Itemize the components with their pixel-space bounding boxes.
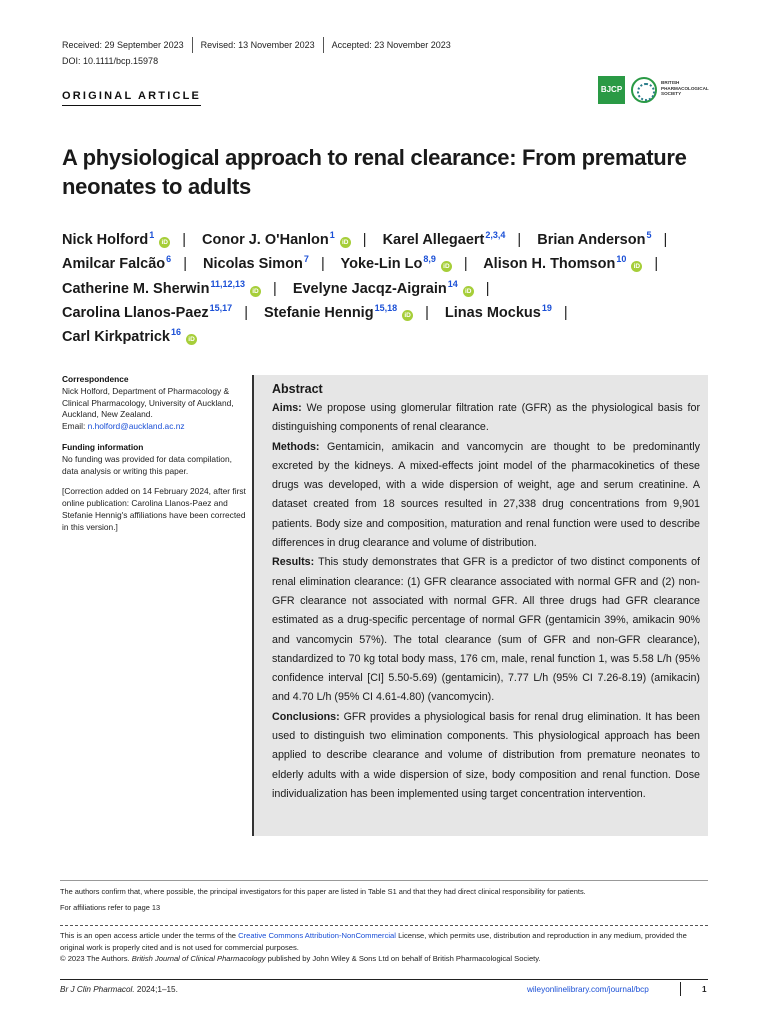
license-block bbox=[60, 930, 708, 965]
journal-abbrev: Br J Clin Pharmacol. bbox=[60, 985, 135, 994]
author-name[interactable]: Carl Kirkpatrick bbox=[62, 329, 170, 346]
correction-note: [Correction added on 14 February 2024, after first online publication: Carolina Llanos-Paez and Stefanie Hennig's affiliations have been corrected in this version.] bbox=[62, 486, 246, 532]
methods-label: Methods: bbox=[272, 440, 320, 453]
bps-logo-icon bbox=[631, 77, 657, 103]
funding-block bbox=[62, 442, 247, 477]
author-separator: | bbox=[182, 232, 186, 248]
author-affiliation[interactable]: 1 bbox=[329, 230, 335, 240]
footer-divider bbox=[60, 979, 708, 980]
author-list bbox=[62, 228, 712, 349]
copyright-journal: British Journal of Clinical Pharmacology bbox=[131, 954, 266, 964]
results-label: Results: bbox=[272, 556, 315, 569]
author-affiliation[interactable]: 8,9 bbox=[423, 254, 436, 265]
bps-logo-text: BRITISH PHARMACOLOGICAL SOCIETY bbox=[661, 80, 709, 97]
author-line bbox=[62, 252, 712, 276]
author-affiliation[interactable]: 6 bbox=[166, 254, 172, 265]
license-divider bbox=[60, 925, 708, 926]
author-affiliation[interactable]: 14 bbox=[447, 278, 458, 289]
author-name[interactable]: Alison H. Thomson bbox=[483, 256, 616, 273]
email-link[interactable]: n.holford@auckland.ac.nz bbox=[87, 421, 185, 432]
orcid-icon[interactable]: iD bbox=[159, 237, 170, 248]
email-label: Email: bbox=[62, 421, 88, 432]
abstract-methods bbox=[272, 438, 700, 554]
author-name[interactable]: Nicolas Simon bbox=[203, 256, 303, 273]
abstract-box bbox=[252, 375, 708, 836]
author-name[interactable]: Stefanie Hennig bbox=[264, 304, 374, 321]
page-number: 1 bbox=[702, 985, 707, 994]
correspondence-heading: Correspondence bbox=[62, 374, 129, 384]
author-separator: | bbox=[320, 256, 325, 273]
author-name[interactable]: Karel Allegaert bbox=[382, 232, 485, 248]
journal-url-link[interactable]: wileyonlinelibrary.com/journal/bcp bbox=[527, 985, 649, 994]
orcid-icon[interactable]: iD bbox=[186, 334, 197, 345]
bjcp-logo: BJCP bbox=[598, 76, 625, 104]
footer-separator bbox=[680, 982, 681, 996]
revised-date: Revised: 13 November 2023 bbox=[193, 37, 324, 53]
author-name[interactable]: Linas Mockus bbox=[444, 304, 541, 321]
author-affiliation[interactable]: 5 bbox=[646, 230, 652, 240]
license-pre: This is an open access article under the terms of the bbox=[60, 931, 239, 940]
author-name[interactable]: Catherine M. Sherwin bbox=[62, 280, 210, 297]
conclusions-text: GFR provides a physiological basis for renal drug elimination. It has been used to distinguish two elimination components. This physiological approach has been applied to describe clearance and volume of distribution from premature neonates to elderly adults with a wide dispersion of size, body composition and renal function. Dose individualization has been implemented using target concentration intervention. bbox=[272, 710, 700, 800]
author-separator: | bbox=[425, 304, 429, 321]
author-separator: | bbox=[183, 256, 187, 273]
author-separator: | bbox=[563, 304, 568, 321]
cc-license-link[interactable]: Creative Commons Attribution-NonCommercial bbox=[238, 931, 396, 940]
author-name[interactable]: Amilcar Falcão bbox=[62, 256, 166, 273]
author-affiliation[interactable]: 15,18 bbox=[374, 302, 398, 313]
correspondence-text: Nick Holford, Department of Pharmacology & Clinical Pharmacology, University of Auckland, Auckland, New Zealand. bbox=[62, 385, 234, 420]
license-post: License, which permits use, distribution and reproduction in any medium, provided the original work is properly cited and is not used for commercial purposes. bbox=[60, 931, 687, 952]
abstract-conclusions bbox=[272, 708, 700, 804]
article-dates bbox=[62, 37, 459, 53]
results-text: This study demonstrates that GFR is a predictor of two distinct components of renal elimination clearance: (1) GFR clearance associated with normal GFR and (2) non-GFR clearance not associated with normal GFR. All three drugs had GFR clearance estimated as a drug-specific percentage of normal GFR (gentamicin 39%, amikacin 90% and vancomycin 57%). The total clearance (sum of GFR and non-GFR clearance), standardized to 70 kg total body mass, 176 cm, male, renal function 1, was 5.58 L/h (95% confidence interval [CI] 5.50-5.69) (gentamicin), 7.77 L/h (95% CI 7.26-8.19) (amikacin) and 4.70 L/h (95% CI 4.61-4.80) (vancomycin). bbox=[272, 556, 700, 704]
author-affiliation[interactable]: 19 bbox=[541, 302, 552, 313]
author-name[interactable]: Carolina Llanos-Paez bbox=[62, 304, 209, 321]
copyright-post: published by John Wiley & Sons Ltd on behalf of British Pharmacological Society. bbox=[265, 954, 541, 964]
orcid-icon[interactable]: iD bbox=[402, 310, 413, 321]
correspondence-block bbox=[62, 374, 247, 433]
author-affiliation[interactable]: 11,12,13 bbox=[210, 278, 245, 289]
doi[interactable]: DOI: 10.1111/bcp.15978 bbox=[62, 56, 159, 66]
orcid-icon[interactable]: iD bbox=[340, 237, 351, 248]
author-name[interactable]: Nick Holford bbox=[62, 232, 149, 248]
author-line bbox=[62, 301, 712, 325]
abstract-heading: Abstract bbox=[272, 382, 323, 396]
investigators-note: The authors confirm that, where possible, the principal investigators for this paper are listed in Table S1 and that they had direct clinical responsibility for patients. bbox=[60, 887, 586, 896]
journal-reference bbox=[60, 985, 178, 994]
author-separator: | bbox=[244, 304, 248, 321]
journal-logos bbox=[598, 76, 710, 104]
aims-label: Aims: bbox=[272, 402, 302, 414]
copyright-pre: © 2023 The Authors. bbox=[60, 954, 132, 964]
author-name[interactable]: Conor J. O'Hanlon bbox=[202, 232, 329, 248]
author-separator: | bbox=[663, 232, 668, 248]
funding-text: No funding was provided for data compilation, data analysis or writing this paper. bbox=[62, 453, 232, 476]
orcid-icon[interactable]: iD bbox=[441, 261, 452, 272]
author-separator: | bbox=[654, 256, 659, 273]
author-affiliation[interactable]: 2,3,4 bbox=[485, 230, 506, 240]
author-line bbox=[62, 325, 712, 349]
abstract-results bbox=[272, 553, 700, 707]
article-type: ORIGINAL ARTICLE bbox=[62, 90, 201, 106]
author-name[interactable]: Yoke-Lin Lo bbox=[340, 256, 423, 273]
copyright-text bbox=[60, 953, 708, 965]
author-affiliation[interactable]: 15,17 bbox=[209, 302, 233, 313]
sidebar bbox=[62, 374, 247, 543]
orcid-icon[interactable]: iD bbox=[463, 286, 474, 297]
aims-text: We propose using glomerular filtration rate (GFR) as the physiological basis for distinguishing components of renal clearance. bbox=[272, 402, 700, 434]
funding-heading: Funding information bbox=[62, 441, 144, 452]
author-affiliation[interactable]: 10 bbox=[616, 254, 627, 265]
author-line bbox=[62, 277, 712, 301]
journal-volume: 2024;1–15. bbox=[134, 985, 178, 994]
author-affiliation[interactable]: 7 bbox=[303, 254, 309, 265]
received-date: Received: 29 September 2023 bbox=[62, 37, 193, 53]
paper-title: A physiological approach to renal clearance: From premature neonates to adults bbox=[62, 145, 687, 199]
license-text bbox=[60, 930, 708, 953]
orcid-icon[interactable]: iD bbox=[631, 261, 642, 272]
footnote-divider bbox=[60, 880, 708, 881]
author-name[interactable]: Brian Anderson bbox=[537, 232, 646, 248]
accepted-date: Accepted: 23 November 2023 bbox=[331, 40, 451, 50]
author-affiliation[interactable]: 16 bbox=[171, 327, 182, 338]
orcid-icon[interactable]: iD bbox=[250, 286, 261, 297]
author-separator: | bbox=[273, 280, 277, 297]
author-name[interactable]: Evelyne Jacqz-Aigrain bbox=[292, 280, 447, 297]
author-separator: | bbox=[485, 280, 490, 297]
conclusions-label: Conclusions: bbox=[272, 710, 340, 723]
author-separator: | bbox=[463, 256, 468, 273]
author-separator: | bbox=[362, 232, 367, 248]
abstract-aims bbox=[272, 399, 700, 438]
author-affiliation[interactable]: 1 bbox=[149, 230, 155, 240]
methods-text: Gentamicin, amikacin and vancomycin are thought to be predominantly excreted by the kidneys. A mixed-effects joint model of the pharmacokinetics of these drugs was developed, with a wide dispersion of weight, age and serum creatinine. A dataset created from 18 sources resulted in 27,338 drug concentrations from 9,901 patients. Body size and composition, maturation and renal function were used to describe differences in drug clearance and volume of distribution. bbox=[272, 440, 700, 550]
author-separator: | bbox=[517, 232, 522, 248]
author-line bbox=[62, 228, 712, 252]
affiliations-note: For affiliations refer to page 13 bbox=[60, 903, 161, 912]
email-line bbox=[62, 421, 247, 433]
